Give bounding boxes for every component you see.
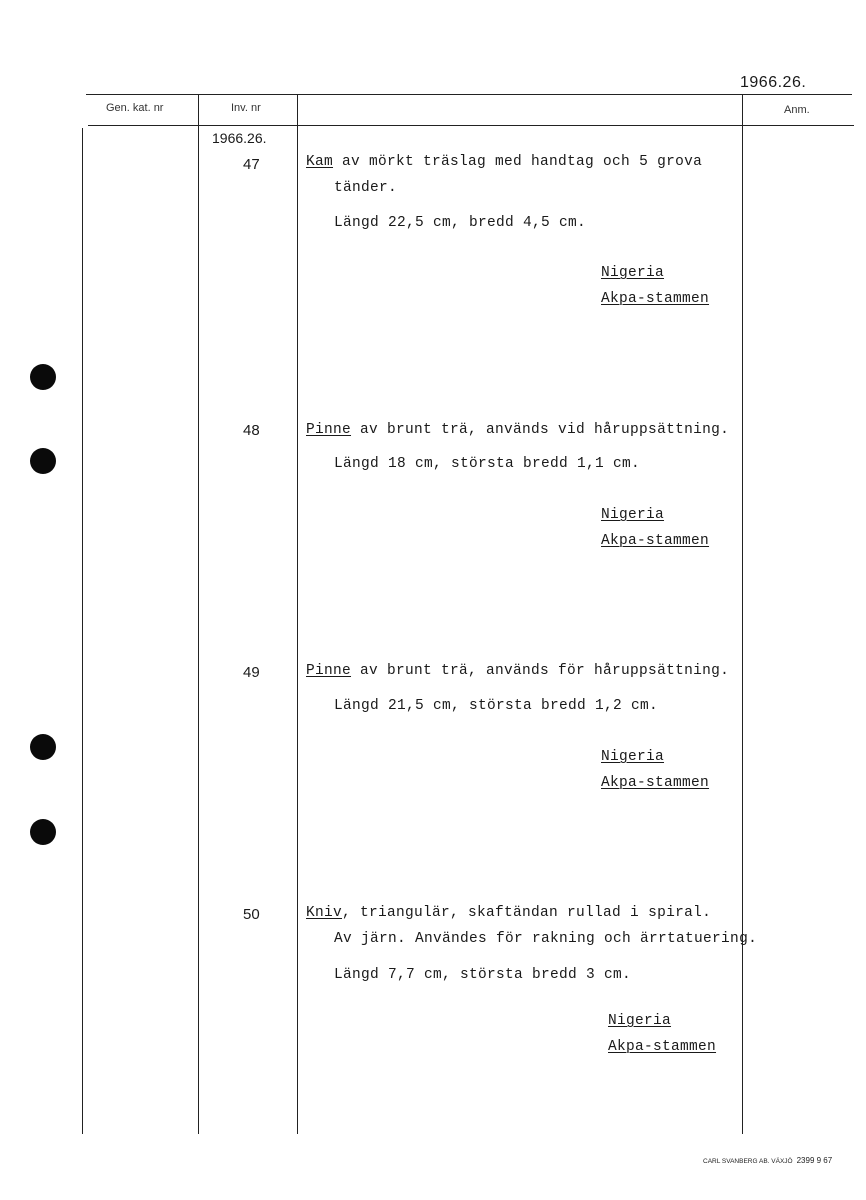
object-name: Pinne: [306, 422, 352, 438]
measurements: Längd 21,5 cm, största bredd 1,2 cm.: [334, 698, 659, 714]
origin-people: Akpa-stammen: [601, 533, 710, 549]
measurements: Längd 22,5 cm, bredd 4,5 cm.: [334, 215, 587, 231]
header-top-rule: [86, 94, 852, 95]
punch-hole: [30, 734, 56, 760]
origin-country: Nigeria: [601, 265, 665, 281]
entry-description: [306, 663, 729, 679]
entry-description: [306, 422, 729, 438]
object-name: Kniv: [306, 905, 343, 921]
header-anm: Anm.: [784, 104, 810, 116]
description-continuation: Av järn. Användes för rakning och ärrtatuering.: [334, 931, 758, 947]
measurements: Längd 18 cm, största bredd 1,1 cm.: [334, 456, 641, 472]
inventory-number: 48: [243, 422, 260, 439]
header-bottom-rule: [88, 125, 854, 126]
object-name: Kam: [306, 154, 334, 170]
page-number: 1966.26.: [740, 74, 807, 91]
description-text: , triangulär, skaftändan rullad i spiral.: [342, 905, 712, 921]
description-text: av mörkt träslag med handtag och 5 grova: [333, 154, 703, 170]
entry-description: [306, 905, 711, 921]
left-margin-rule: [82, 128, 83, 1134]
description-text: av brunt trä, används vid håruppsättning.: [351, 422, 730, 438]
punch-hole: [30, 448, 56, 474]
description-text: av brunt trä, används för håruppsättning.: [351, 663, 730, 679]
origin-people: Akpa-stammen: [608, 1039, 717, 1055]
punch-hole: [30, 819, 56, 845]
origin-country: Nigeria: [608, 1013, 672, 1029]
measurements: Längd 7,7 cm, största bredd 3 cm.: [334, 967, 632, 983]
origin-country: Nigeria: [601, 749, 665, 765]
object-name: Pinne: [306, 663, 352, 679]
column-rule-anm: [742, 94, 743, 1134]
printer-mark: [703, 1156, 832, 1165]
punch-hole: [30, 364, 56, 390]
header-inv-nr: Inv. nr: [231, 102, 261, 114]
origin-people: Akpa-stammen: [601, 291, 710, 307]
printer-name: CARL SVANBERG AB. VÄXJÖ: [703, 1158, 793, 1165]
origin-country: Nigeria: [601, 507, 665, 523]
entry-description: [306, 154, 702, 170]
inventory-prefix: 1966.26.: [212, 130, 267, 146]
inventory-number: 50: [243, 906, 260, 923]
inventory-number: 49: [243, 664, 260, 681]
column-rule-gen-kat: [198, 94, 199, 1134]
inventory-number: 47: [243, 156, 260, 173]
column-rule-inv: [297, 94, 298, 1134]
header-gen-kat-nr: Gen. kat. nr: [106, 102, 164, 114]
form-code: 2399 9 67: [796, 1156, 833, 1165]
origin-people: Akpa-stammen: [601, 775, 710, 791]
description-continuation: tänder.: [334, 180, 398, 196]
